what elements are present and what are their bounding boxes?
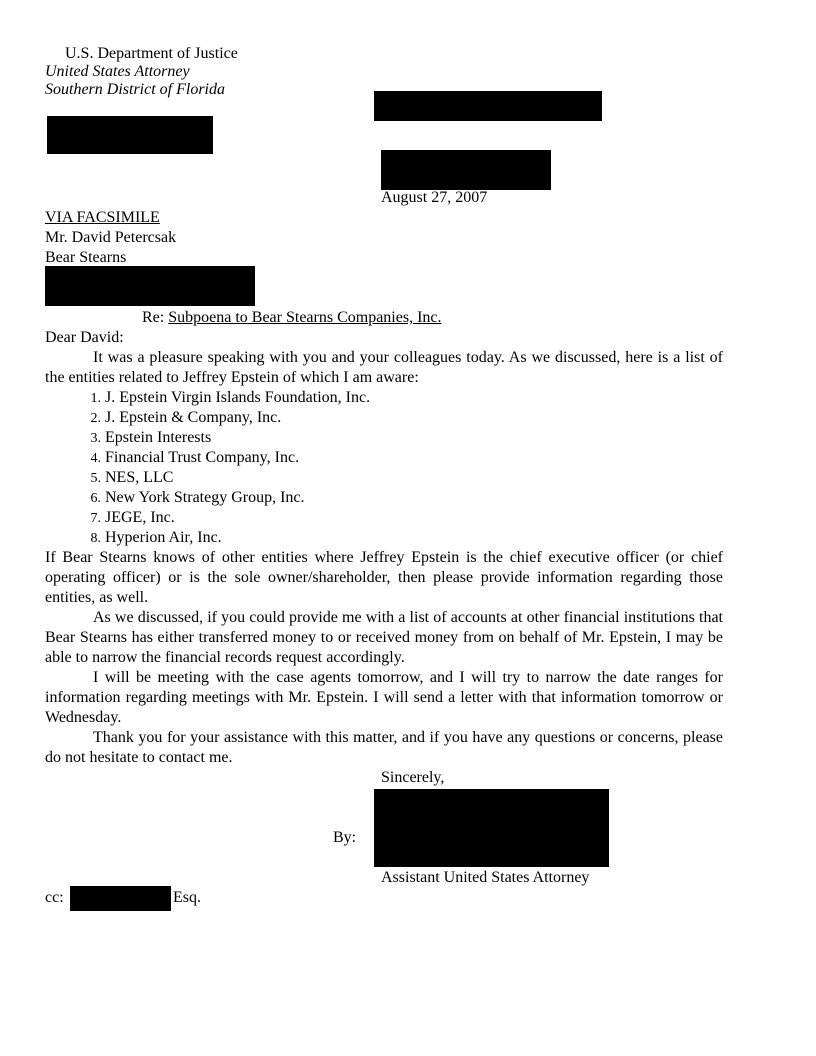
re-subject: Subpoena to Bear Stearns Companies, Inc. <box>168 309 442 326</box>
recipient-name: Mr. David Petercsak <box>45 229 177 246</box>
cc-redaction <box>70 886 171 911</box>
paragraph-entities-request: If Bear Stearns knows of other entities where Jeffrey Epstein is the chief executive officer (or chief operating officer) or is the sole owner/shareholder, then please provide information regarding those entities, as well. <box>45 549 723 606</box>
redaction-box <box>47 116 213 154</box>
list-item <box>84 388 370 409</box>
list-item <box>84 508 175 529</box>
recipient-company: Bear Stearns <box>45 249 127 266</box>
list-number: 6. <box>90 491 101 506</box>
list-number: 4. <box>90 451 101 466</box>
redaction-box <box>45 266 255 306</box>
list-item <box>84 488 305 509</box>
list-number: 7. <box>90 511 101 526</box>
letterhead-district: Southern District of Florida <box>45 81 225 98</box>
letterhead-office: United States Attorney <box>45 63 190 80</box>
entity-name: Epstein Interests <box>105 429 212 446</box>
list-number: 2. <box>90 411 101 426</box>
salutation: Dear David: <box>45 329 124 346</box>
entity-name: New York Strategy Group, Inc. <box>105 489 305 506</box>
entity-name: Financial Trust Company, Inc. <box>105 449 300 466</box>
re-label: Re: <box>142 309 165 326</box>
cc-suffix: Esq. <box>173 889 201 906</box>
list-item <box>84 528 222 549</box>
paragraph-meeting: I will be meeting with the case agents tomorrow, and I will try to narrow the date ranges for information regarding meetings with Mr. Epstein. I will send a letter with that information tomorrow or Wednesday. <box>45 669 723 726</box>
entity-name: NES, LLC <box>105 469 174 486</box>
redaction-box <box>374 91 602 121</box>
signer-title: Assistant United States Attorney <box>381 869 590 886</box>
list-number: 5. <box>90 471 101 486</box>
closing-by: By: <box>333 829 357 846</box>
entity-name: J. Epstein Virgin Islands Foundation, Inc. <box>105 389 371 406</box>
entity-name: J. Epstein & Company, Inc. <box>105 409 282 426</box>
letterhead-department: U.S. Department of Justice <box>65 45 238 62</box>
list-item <box>84 428 211 449</box>
list-number: 1. <box>90 391 101 406</box>
paragraph-accounts: As we discussed, if you could provide me with a list of accounts at other financial institutions that Bear Stearns has either transferred money to or received money from on behalf of Mr. Epstein, I may be able to narrow the financial records request accordingly. <box>45 609 723 666</box>
delivery-method: VIA FACSIMILE <box>45 209 160 226</box>
signature-redaction <box>374 789 609 867</box>
paragraph-thanks: Thank you for your assistance with this matter, and if you have any questions or concerns, please do not hesitate to contact me. <box>45 729 723 766</box>
list-number: 3. <box>90 431 101 446</box>
closing-sincerely: Sincerely, <box>381 769 445 786</box>
entity-name: Hyperion Air, Inc. <box>105 529 222 546</box>
paragraph-intro: It was a pleasure speaking with you and your colleagues today. As we discussed, here is a list of the entities related to Jeffrey Epstein of which I am aware: <box>45 349 723 386</box>
redaction-box <box>381 150 551 190</box>
list-number: 8. <box>90 531 101 546</box>
list-item <box>84 468 173 489</box>
letter-date: August 27, 2007 <box>381 189 488 206</box>
list-item <box>84 448 299 469</box>
re-line <box>142 308 442 328</box>
cc-label: cc: <box>45 889 64 906</box>
list-item <box>84 408 281 429</box>
entity-name: JEGE, Inc. <box>105 509 175 526</box>
